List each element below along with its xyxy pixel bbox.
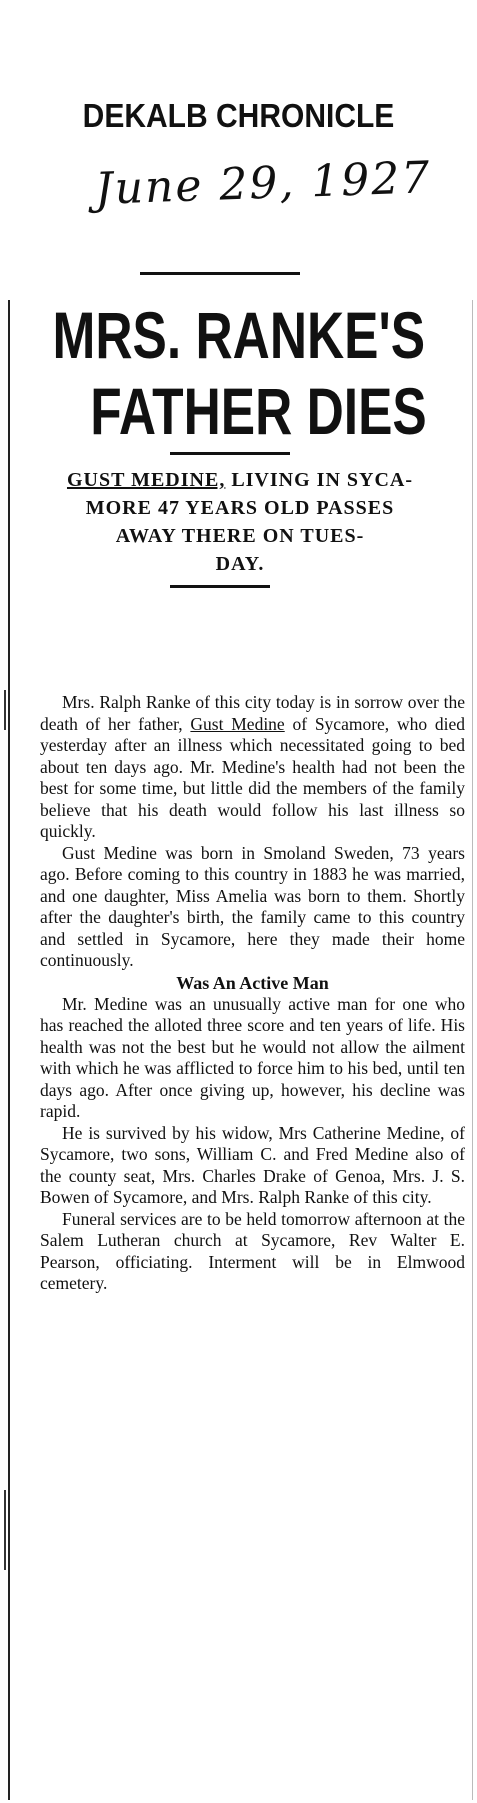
handwritten-date: June 29, 1927 — [94, 152, 433, 215]
paragraph-5: Funeral services are to be held tomorrow afternoon at the Salem Lutheran church at Sycamore, Rev Walter E. Pearson, officiating. Interment will be in Elmwood cemetery. — [40, 1208, 465, 1293]
deck-line-1 — [40, 466, 440, 494]
deck-line-4: DAY. — [215, 553, 265, 575]
headline-line-1: MRS. RANKE'S — [52, 298, 426, 372]
underlined-name: Gust Medine — [190, 713, 285, 734]
newspaper-masthead: DEKALB CHRONICLE — [82, 98, 395, 135]
paragraph-3: Mr. Medine was an unusually active man for one who has reached the alloted three score and ten years of life. His health was not the best but he would not allow the ailment with which he was afflicted to force him to his bed, until ten days ago. After once giving up, however, his decline was rapid. — [40, 993, 465, 1121]
deck-line-1-rest: LIVING IN SYCA- — [225, 469, 414, 491]
deck-line-2: MORE 47 YEARS OLD PASSES — [85, 497, 395, 519]
paragraph-4: He is survived by his widow, Mrs Catherine Medine, of Sycamore, two sons, William C. and Fred Medine also of the county seat, Mrs. Charles Drake of Genoa, Mrs. J. S. Bowen of Sycamore, and Mrs. Ralph Ranke of this city. — [40, 1122, 465, 1207]
deck-line-3: AWAY THERE ON TUES- — [115, 525, 365, 547]
left-edge-mark — [4, 690, 6, 730]
top-rule — [140, 272, 300, 275]
deck-name: GUST MEDINE, — [66, 469, 226, 491]
paragraph-1 — [40, 692, 465, 843]
deck-headline — [40, 466, 440, 578]
paragraph-1-end: of Sycamore, who died yesterday after an illness which necessitated going to bed about ten days ago. Mr. Medine's health had not been the best for some time, but little did the members of the family believe that his death would follow his last illness so quickly. — [40, 713, 465, 841]
headline-line-2: FATHER DIES — [90, 374, 427, 448]
left-edge-mark-lower — [4, 1490, 6, 1570]
article-body — [40, 692, 465, 1295]
paragraph-1-start: Mrs. Ralph Ranke of this city today is in sorrow over the death of her father, — [40, 692, 465, 734]
headline-rule — [170, 452, 290, 455]
paragraph-2: Gust Medine was born in Smoland Sweden, 73 years ago. Before coming to this country in 1883 he was married, and one daughter, Miss Amelia was born to them. Shortly after the daughter's birth, the family came to this country and settled in Sycamore, here they made their home continuously. — [40, 842, 465, 970]
deck-rule — [170, 585, 270, 588]
article-subhead: Was An Active Man — [176, 972, 329, 993]
